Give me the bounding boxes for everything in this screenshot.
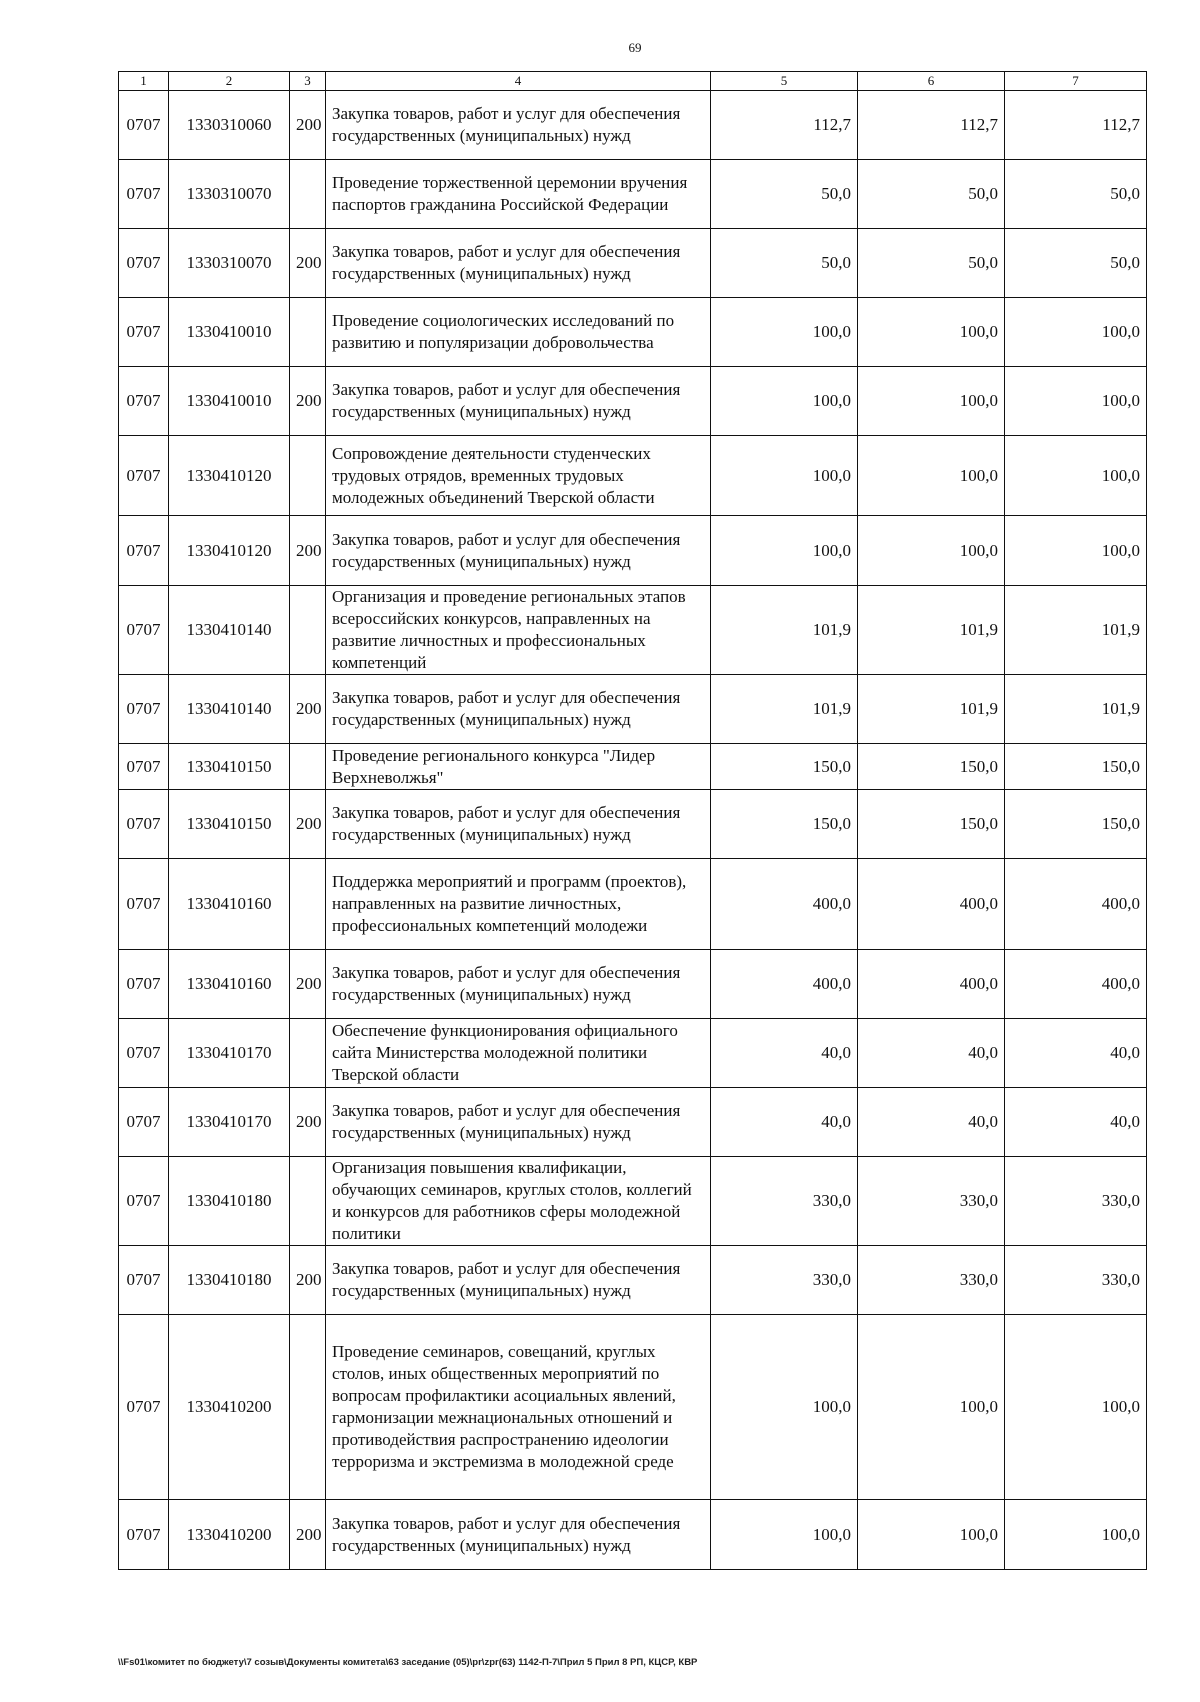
amount-col7-cell: 100,0 — [1005, 436, 1147, 516]
budget-code-cell: 1330410140 — [169, 586, 290, 675]
expense-type-cell: 200 — [290, 675, 326, 744]
section-cell: 0707 — [119, 744, 169, 790]
table-row — [119, 1088, 1147, 1157]
amount-col7-cell: 100,0 — [1005, 1500, 1147, 1570]
table-row — [119, 1315, 1147, 1500]
budget-code-cell: 1330410010 — [169, 367, 290, 436]
section-cell: 0707 — [119, 1019, 169, 1088]
budget-code-cell: 1330410180 — [169, 1157, 290, 1246]
section-cell: 0707 — [119, 1315, 169, 1500]
amount-col5-cell: 112,7 — [711, 91, 858, 160]
amount-col7-cell: 40,0 — [1005, 1088, 1147, 1157]
amount-col5-cell: 50,0 — [711, 229, 858, 298]
description-cell: Закупка товаров, работ и услуг для обеспечения государственных (муниципальных) нужд — [326, 1088, 711, 1157]
amount-col6-cell: 40,0 — [858, 1019, 1005, 1088]
expense-type-cell: 200 — [290, 1246, 326, 1315]
budget-code-cell: 1330310070 — [169, 229, 290, 298]
budget-code-cell: 1330410120 — [169, 436, 290, 516]
amount-col5-cell: 100,0 — [711, 367, 858, 436]
description-cell: Проведение регионального конкурса "Лидер Верхневолжья" — [326, 744, 711, 790]
description-cell: Закупка товаров, работ и услуг для обеспечения государственных (муниципальных) нужд — [326, 516, 711, 586]
budget-code-cell: 1330410170 — [169, 1019, 290, 1088]
description-cell: Закупка товаров, работ и услуг для обеспечения государственных (муниципальных) нужд — [326, 790, 711, 859]
section-cell: 0707 — [119, 1157, 169, 1246]
description-cell: Сопровождение деятельности студенческих трудовых отрядов, временных трудовых молодежных объединений Тверской области — [326, 436, 711, 516]
section-cell: 0707 — [119, 91, 169, 160]
table-row — [119, 1019, 1147, 1088]
amount-col6-cell: 330,0 — [858, 1246, 1005, 1315]
amount-col6-cell: 100,0 — [858, 367, 1005, 436]
amount-col5-cell: 50,0 — [711, 160, 858, 229]
expense-type-cell: 200 — [290, 367, 326, 436]
expense-type-cell — [290, 586, 326, 675]
footer-file-path: \\Fs01\комитет по бюджету\7 созыв\Документы комитета\63 заседание (05)\pr\zpr(63) 1142-П-7\Прил 5 Прил 8 РП, КЦСР, КВР — [118, 1657, 698, 1668]
description-cell: Проведение торжественной церемонии вручения паспортов гражданина Российской Федерации — [326, 160, 711, 229]
section-cell: 0707 — [119, 436, 169, 516]
amount-col7-cell: 100,0 — [1005, 367, 1147, 436]
amount-col6-cell: 100,0 — [858, 516, 1005, 586]
expense-type-cell: 200 — [290, 950, 326, 1019]
description-cell: Закупка товаров, работ и услуг для обеспечения государственных (муниципальных) нужд — [326, 229, 711, 298]
amount-col7-cell: 150,0 — [1005, 744, 1147, 790]
column-header: 6 — [858, 72, 1005, 91]
amount-col5-cell: 100,0 — [711, 298, 858, 367]
amount-col6-cell: 101,9 — [858, 586, 1005, 675]
expense-type-cell: 200 — [290, 790, 326, 859]
amount-col7-cell: 101,9 — [1005, 675, 1147, 744]
section-cell: 0707 — [119, 1088, 169, 1157]
amount-col5-cell: 400,0 — [711, 950, 858, 1019]
expense-type-cell — [290, 436, 326, 516]
expense-type-cell — [290, 160, 326, 229]
amount-col6-cell: 400,0 — [858, 950, 1005, 1019]
amount-col5-cell: 400,0 — [711, 859, 858, 950]
table-row — [119, 950, 1147, 1019]
description-cell: Поддержка мероприятий и программ (проектов), направленных на развитие личностных, профессиональных компетенций молодежи — [326, 859, 711, 950]
table-row — [119, 744, 1147, 790]
amount-col5-cell: 100,0 — [711, 1500, 858, 1570]
section-cell: 0707 — [119, 516, 169, 586]
budget-code-cell: 1330410160 — [169, 950, 290, 1019]
budget-table — [118, 71, 1147, 1570]
amount-col7-cell: 150,0 — [1005, 790, 1147, 859]
expense-type-cell: 200 — [290, 91, 326, 160]
amount-col5-cell: 100,0 — [711, 516, 858, 586]
budget-code-cell: 1330410150 — [169, 790, 290, 859]
expense-type-cell: 200 — [290, 1088, 326, 1157]
amount-col6-cell: 112,7 — [858, 91, 1005, 160]
amount-col7-cell: 400,0 — [1005, 859, 1147, 950]
amount-col6-cell: 400,0 — [858, 859, 1005, 950]
amount-col7-cell: 112,7 — [1005, 91, 1147, 160]
table-row — [119, 675, 1147, 744]
amount-col6-cell: 50,0 — [858, 160, 1005, 229]
description-cell: Проведение семинаров, совещаний, круглых столов, иных общественных мероприятий по вопросам профилактики асоциальных явлений, гармонизации межнациональных отношений и противодействия распространению идеологии терроризма и экстремизма в молодежной среде — [326, 1315, 711, 1500]
amount-col6-cell: 100,0 — [858, 1500, 1005, 1570]
amount-col7-cell: 400,0 — [1005, 950, 1147, 1019]
expense-type-cell: 200 — [290, 516, 326, 586]
table-row — [119, 436, 1147, 516]
amount-col6-cell: 50,0 — [858, 229, 1005, 298]
amount-col5-cell: 150,0 — [711, 744, 858, 790]
amount-col5-cell: 150,0 — [711, 790, 858, 859]
amount-col6-cell: 100,0 — [858, 1315, 1005, 1500]
amount-col6-cell: 100,0 — [858, 436, 1005, 516]
section-cell: 0707 — [119, 298, 169, 367]
amount-col5-cell: 101,9 — [711, 675, 858, 744]
description-cell: Проведение социологических исследований по развитию и популяризации добровольчества — [326, 298, 711, 367]
amount-col7-cell: 50,0 — [1005, 229, 1147, 298]
table-row — [119, 859, 1147, 950]
budget-code-cell: 1330410200 — [169, 1315, 290, 1500]
amount-col6-cell: 100,0 — [858, 298, 1005, 367]
description-cell: Организация повышения квалификации, обучающих семинаров, круглых столов, коллегий и конкурсов для работников сферы молодежной политики — [326, 1157, 711, 1246]
description-cell: Организация и проведение региональных этапов всероссийских конкурсов, направленных на развитие личностных и профессиональных компетенций — [326, 586, 711, 675]
column-header: 1 — [119, 72, 169, 91]
table-row — [119, 229, 1147, 298]
expense-type-cell — [290, 1157, 326, 1246]
section-cell: 0707 — [119, 229, 169, 298]
column-header: 2 — [169, 72, 290, 91]
column-number-row — [119, 72, 1147, 91]
amount-col7-cell: 101,9 — [1005, 586, 1147, 675]
table-row — [119, 298, 1147, 367]
budget-code-cell: 1330410200 — [169, 1500, 290, 1570]
section-cell: 0707 — [119, 586, 169, 675]
description-cell: Закупка товаров, работ и услуг для обеспечения государственных (муниципальных) нужд — [326, 1500, 711, 1570]
budget-code-cell: 1330410010 — [169, 298, 290, 367]
expense-type-cell — [290, 1315, 326, 1500]
amount-col5-cell: 100,0 — [711, 1315, 858, 1500]
budget-code-cell: 1330410170 — [169, 1088, 290, 1157]
budget-code-cell: 1330410160 — [169, 859, 290, 950]
table-body — [119, 91, 1147, 1570]
amount-col7-cell: 330,0 — [1005, 1157, 1147, 1246]
budget-code-cell: 1330410150 — [169, 744, 290, 790]
section-cell: 0707 — [119, 160, 169, 229]
budget-code-cell: 1330410180 — [169, 1246, 290, 1315]
budget-code-cell: 1330410140 — [169, 675, 290, 744]
section-cell: 0707 — [119, 367, 169, 436]
table-row — [119, 516, 1147, 586]
section-cell: 0707 — [119, 1500, 169, 1570]
column-header: 4 — [326, 72, 711, 91]
amount-col6-cell: 101,9 — [858, 675, 1005, 744]
description-cell: Закупка товаров, работ и услуг для обеспечения государственных (муниципальных) нужд — [326, 675, 711, 744]
table-row — [119, 367, 1147, 436]
table-row — [119, 790, 1147, 859]
amount-col5-cell: 330,0 — [711, 1157, 858, 1246]
expense-type-cell — [290, 298, 326, 367]
table-row — [119, 1246, 1147, 1315]
column-header: 3 — [290, 72, 326, 91]
amount-col5-cell: 40,0 — [711, 1019, 858, 1088]
section-cell: 0707 — [119, 790, 169, 859]
table-row — [119, 160, 1147, 229]
budget-code-cell: 1330410120 — [169, 516, 290, 586]
description-cell: Обеспечение функционирования официального сайта Министерства молодежной политики Тверской области — [326, 1019, 711, 1088]
amount-col7-cell: 40,0 — [1005, 1019, 1147, 1088]
section-cell: 0707 — [119, 1246, 169, 1315]
table-row — [119, 1157, 1147, 1246]
section-cell: 0707 — [119, 859, 169, 950]
amount-col6-cell: 150,0 — [858, 744, 1005, 790]
amount-col7-cell: 100,0 — [1005, 516, 1147, 586]
section-cell: 0707 — [119, 675, 169, 744]
amount-col5-cell: 330,0 — [711, 1246, 858, 1315]
amount-col7-cell: 50,0 — [1005, 160, 1147, 229]
table-row — [119, 586, 1147, 675]
expense-type-cell: 200 — [290, 229, 326, 298]
table-row — [119, 1500, 1147, 1570]
description-cell: Закупка товаров, работ и услуг для обеспечения государственных (муниципальных) нужд — [326, 91, 711, 160]
amount-col5-cell: 101,9 — [711, 586, 858, 675]
amount-col5-cell: 100,0 — [711, 436, 858, 516]
expense-type-cell — [290, 859, 326, 950]
budget-code-cell: 1330310070 — [169, 160, 290, 229]
column-header: 5 — [711, 72, 858, 91]
amount-col5-cell: 40,0 — [711, 1088, 858, 1157]
amount-col6-cell: 40,0 — [858, 1088, 1005, 1157]
amount-col6-cell: 150,0 — [858, 790, 1005, 859]
amount-col7-cell: 100,0 — [1005, 298, 1147, 367]
column-header: 7 — [1005, 72, 1147, 91]
expense-type-cell — [290, 1019, 326, 1088]
amount-col6-cell: 330,0 — [858, 1157, 1005, 1246]
budget-code-cell: 1330310060 — [169, 91, 290, 160]
section-cell: 0707 — [119, 950, 169, 1019]
description-cell: Закупка товаров, работ и услуг для обеспечения государственных (муниципальных) нужд — [326, 367, 711, 436]
amount-col7-cell: 100,0 — [1005, 1315, 1147, 1500]
description-cell: Закупка товаров, работ и услуг для обеспечения государственных (муниципальных) нужд — [326, 950, 711, 1019]
description-cell: Закупка товаров, работ и услуг для обеспечения государственных (муниципальных) нужд — [326, 1246, 711, 1315]
expense-type-cell: 200 — [290, 1500, 326, 1570]
table-row — [119, 91, 1147, 160]
page-number: 69 — [628, 40, 642, 55]
amount-col7-cell: 330,0 — [1005, 1246, 1147, 1315]
expense-type-cell — [290, 744, 326, 790]
